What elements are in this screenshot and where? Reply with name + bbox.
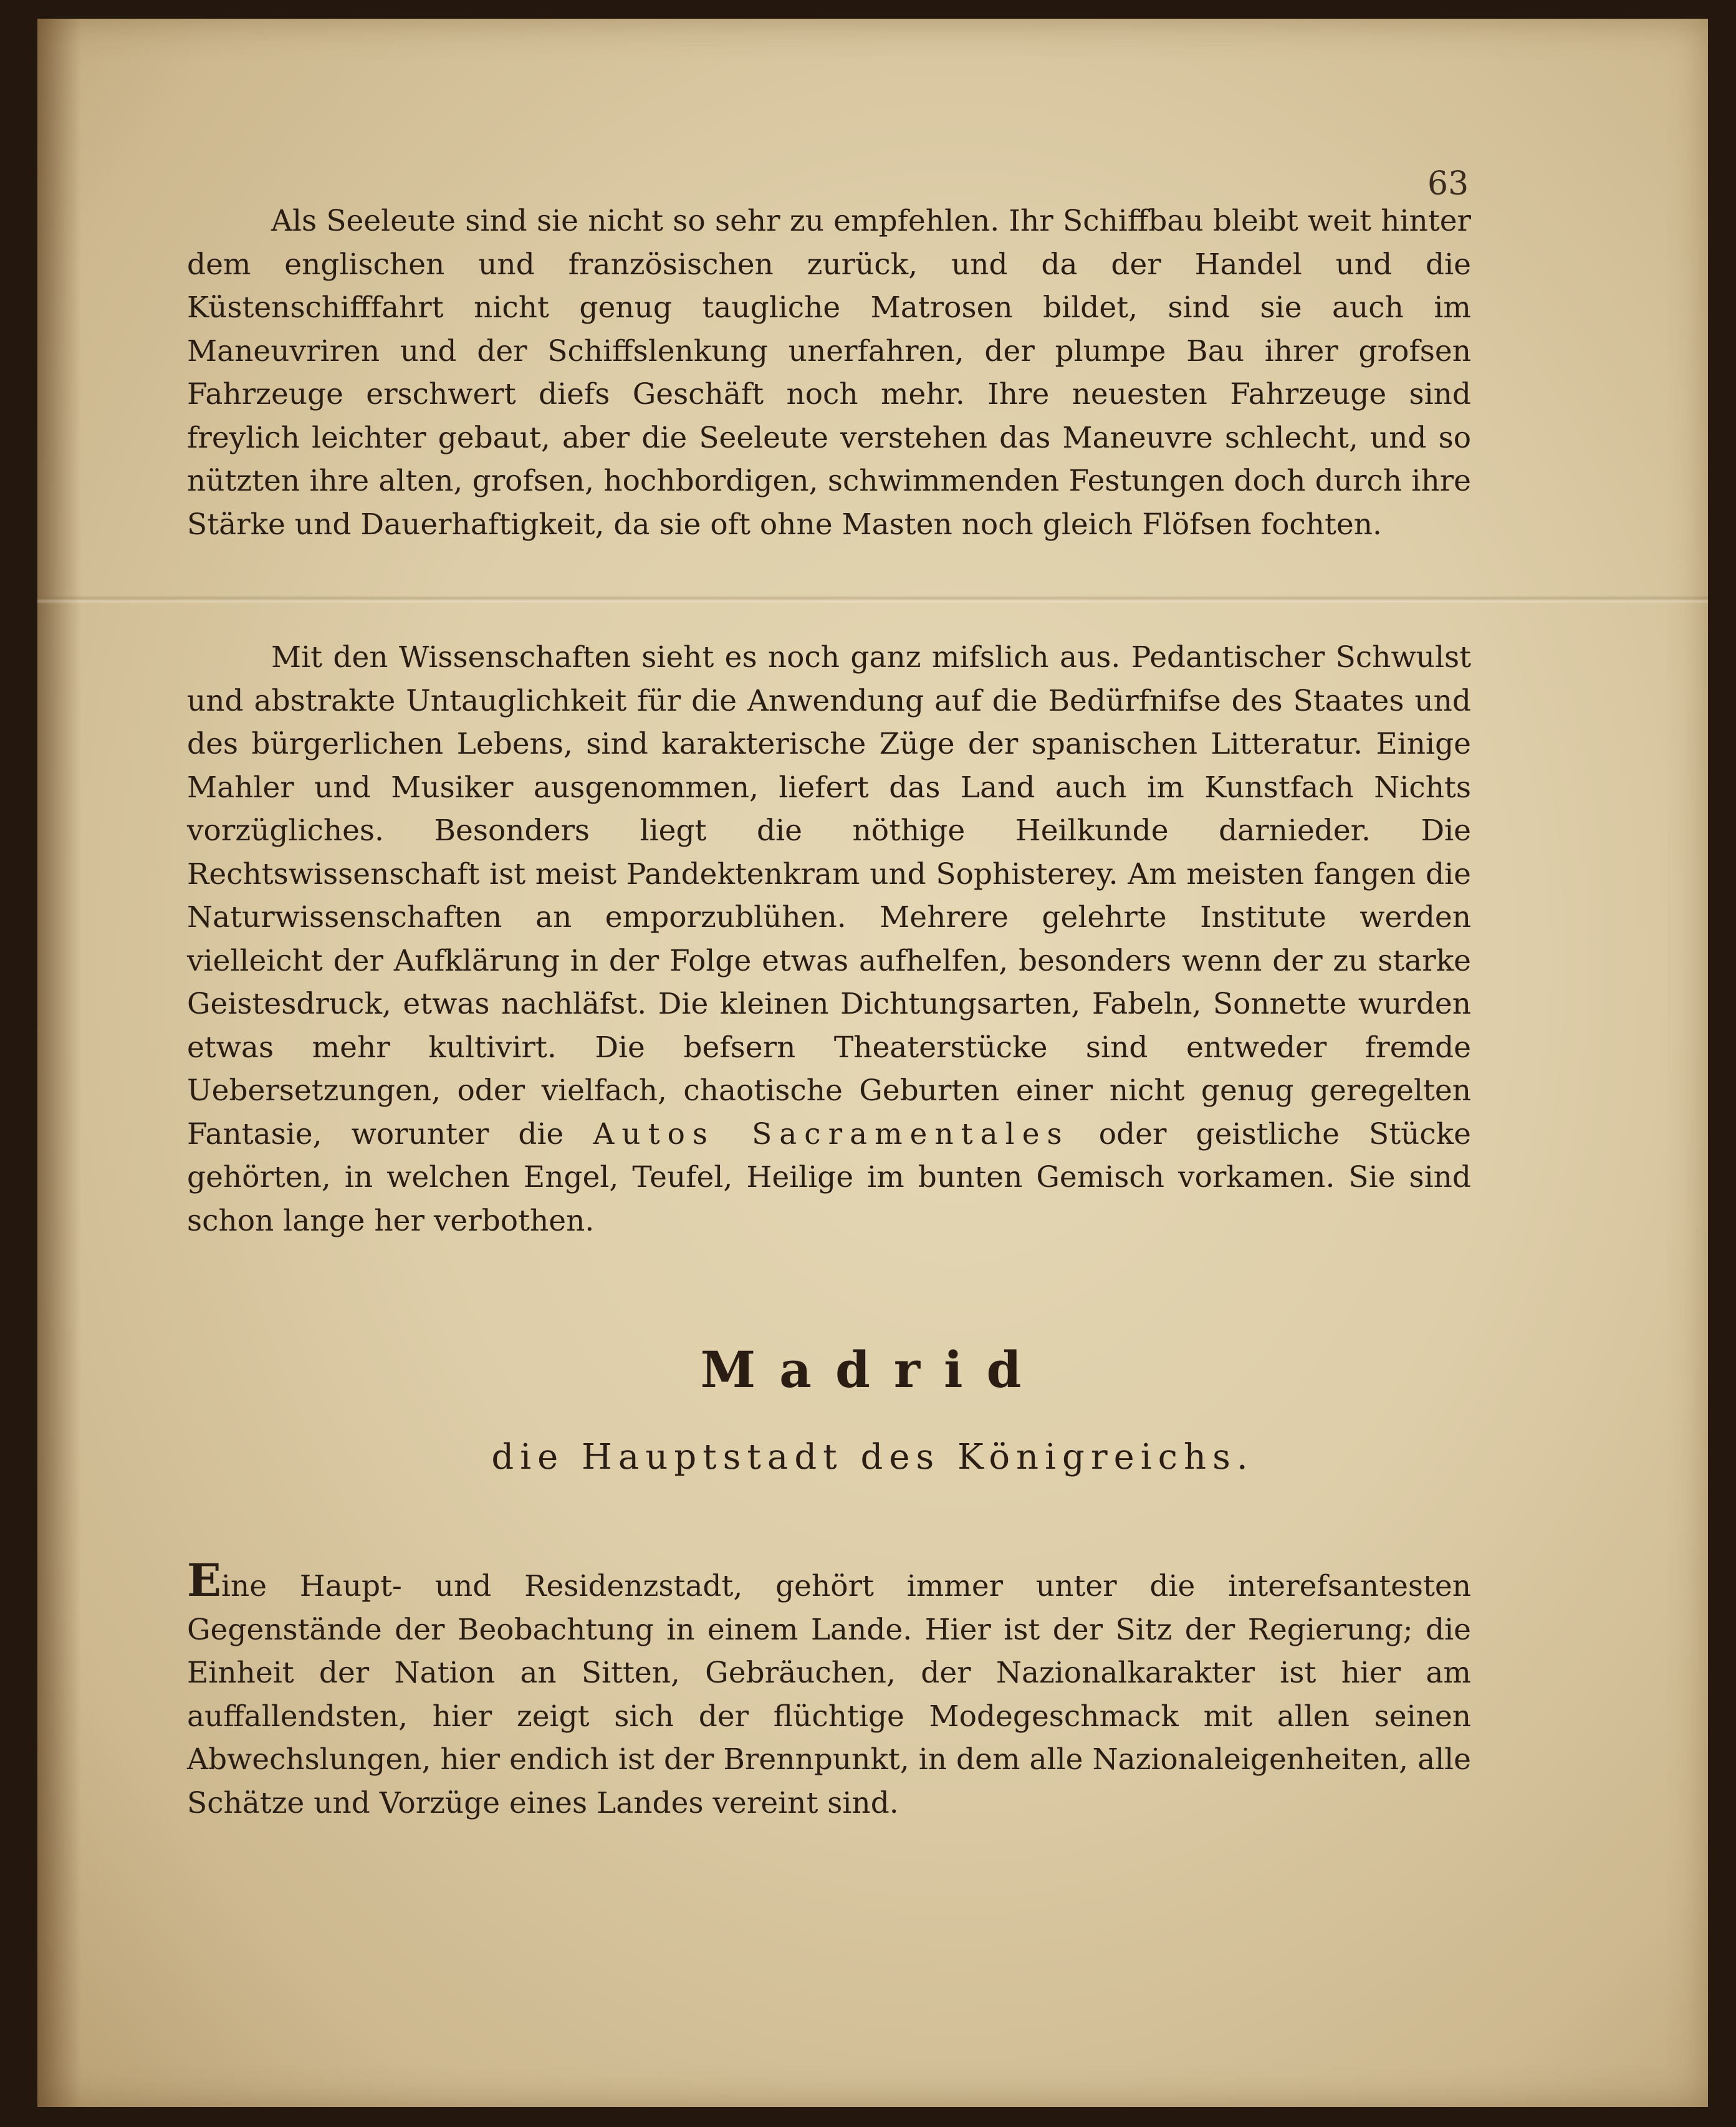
paragraph-wissenschaften-end: oder geistliche Stücke gehörten, in welchen Engel, Teufel, Heilige im bunten Gemisch vorkamen. Sie sind schon lange her verbothen. bbox=[187, 1116, 1471, 1238]
paragraph-wissenschaften bbox=[187, 636, 1471, 1242]
binding-shadow bbox=[37, 19, 81, 2107]
paragraph-madrid bbox=[187, 1553, 1471, 1825]
section-title: Madrid bbox=[700, 1340, 1045, 1399]
book-page bbox=[37, 19, 1708, 2107]
paragraph-wissenschaften-text: Mit den Wissenschaften sieht es noch ganz mifslich aus. Pedantischer Schwulst und abstrakte Untauglichkeit für die Anwendung auf die Bedürfnifse des Staates und des bürgerlichen Lebens, sind karakterische Züge der spanischen Litteratur. Einige Mahler und Musiker ausgenommen, liefert das Land auch im Kunstfach Nichts vorzügliches. Besonders liegt die nöthige Heilkunde darnieder. Die Rechtswissenschaft ist meist Pandektenkram und Sophisterey. Am meisten fangen die Naturwissenschaften an emporzublühen. Mehrere gelehrte Institute werden vielleicht der Aufklärung in der Folge etwas aufhelfen, besonders wenn der zu starke Geistesdruck, etwas nachläfst. Die kleinen Dichtungsarten, Fabeln, Sonnette wurden etwas mehr kultivirt. Die befsern Theaterstücke sind entweder fremde Uebersetzungen, oder vielfach, chaotische Geburten einer nicht genug geregelten Fantasie, worunter die bbox=[187, 640, 1471, 1151]
initial-letter: E bbox=[187, 1553, 221, 1606]
section-subtitle: die Hauptstadt des Königreichs. bbox=[491, 1437, 1254, 1477]
paragraph-seeleute: Als Seeleute sind sie nicht so sehr zu empfehlen. Ihr Schiffbau bleibt weit hinter dem englischen und französischen zurück, und da der Handel und die Küstenschifffahrt nicht genug taugliche Matrosen bildet, sind sie auch im Maneuvriren und der Schiffslenkung unerfahren, der plumpe Bau ihrer grofsen Fahrzeuge erschwert diefs Geschäft noch mehr. Ihre neuesten Fahrzeuge sind freylich leichter gebaut, aber die Seeleute verstehen das Maneuvre schlecht, und so nützten ihre alten, grofsen, hochbordigen, schwimmenden Festungen doch durch ihre Stärke und Dauerhaftigkeit, da sie oft ohne Masten noch gleich Flöfsen fochten. bbox=[187, 204, 1471, 542]
paper-crease bbox=[37, 595, 1708, 604]
autos-sacramentales-term: Autos Sacramentales bbox=[593, 1116, 1070, 1151]
paragraph-madrid-text: ine Haupt- und Residenzstadt, gehört immer unter die interefsantesten Gegenstände der Beobachtung in einem Lande. Hier ist der Sitz der Regierung; die Einheit der Nation an Sitten, Gebräuchen, der Nazionalkarakter ist hier am auffallendsten, hier zeigt sich der flüchtige Modegeschmack mit allen seinen Abwechslungen, hier endich ist der Brennpunkt, in dem alle Nazionaleigenheiten, alle Schätze und Vorzüge eines Landes vereint sind. bbox=[187, 1569, 1471, 1820]
page-number: 63 bbox=[1427, 165, 1469, 203]
